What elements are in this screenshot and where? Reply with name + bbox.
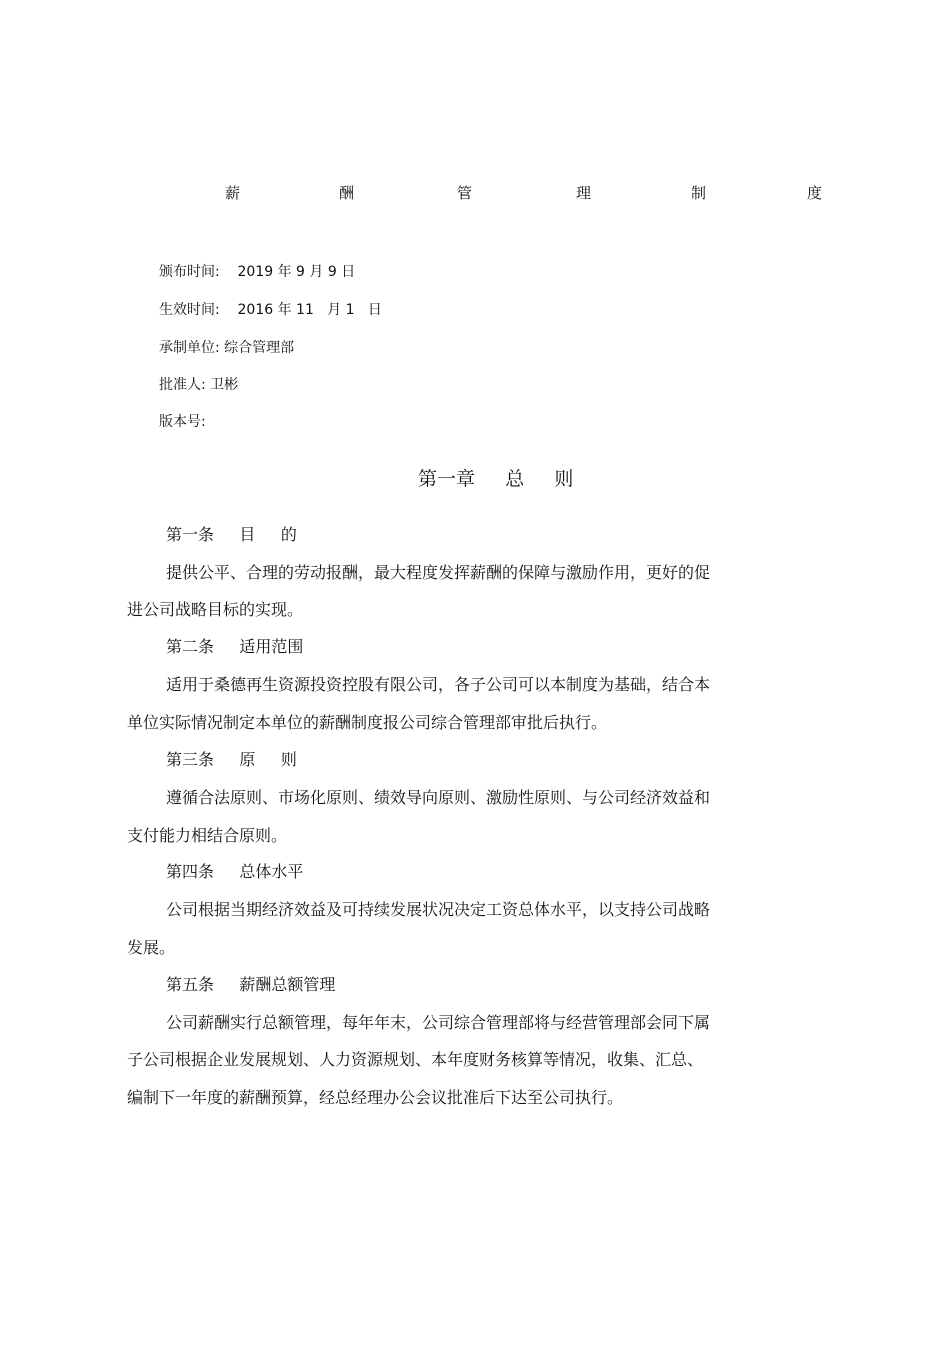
title-char: 薪 <box>225 184 241 202</box>
paragraph-line: 提供公平、合理的劳动报酬，最大程度发挥薪酬的保障与激励作用，更好的促 <box>166 563 711 582</box>
article-heading: 第五条 薪酬总额管理 <box>166 975 336 994</box>
paragraph-line: 单位实际情况制定本单位的薪酬制度报公司综合管理部审批后执行。 <box>127 713 608 732</box>
paragraph-line: 适用于桑德再生资源投资控股有限公司，各子公司可以本制度为基础，结合本 <box>166 675 711 694</box>
approver: 批准人: 卫彬 <box>159 377 239 393</box>
title-char: 度 <box>807 184 823 202</box>
article-heading: 第一条 目 的 <box>166 525 297 544</box>
title-char: 酬 <box>339 184 355 202</box>
paragraph-line: 公司薪酬实行总额管理，每年年末，公司综合管理部将与经营管理部会同下属 <box>166 1013 711 1032</box>
paragraph-line: 发展。 <box>127 938 176 957</box>
paragraph-line: 子公司根据企业发展规划、人力资源规划、本年度财务核算等情况，收集、汇总、 <box>127 1050 704 1069</box>
chapter-title: 第一章 总 则 <box>418 468 574 490</box>
effective-date: 生效时间: 2016 年 11 月 1 日 <box>159 302 382 318</box>
title-char: 理 <box>576 184 592 202</box>
article-heading: 第四条 总体水平 <box>166 862 304 881</box>
article-heading: 第二条 适用范围 <box>166 637 304 656</box>
paragraph-line: 遵循合法原则、市场化原则、绩效导向原则、激励性原则、与公司经济效益和 <box>166 788 711 807</box>
article-heading: 第三条 原 则 <box>166 750 297 769</box>
paragraph-line: 公司根据当期经济效益及可持续发展状况决定工资总体水平，以支持公司战略 <box>166 900 711 919</box>
paragraph-line: 编制下一年度的薪酬预算，经总经理办公会议批准后下达至公司执行。 <box>127 1088 624 1107</box>
version-number: 版本号: <box>159 414 206 430</box>
title-char: 制 <box>691 184 707 202</box>
title-char: 管 <box>457 184 473 202</box>
paragraph-line: 进公司战略目标的实现。 <box>127 600 304 619</box>
issuing-department: 承制单位: 综合管理部 <box>159 340 295 356</box>
paragraph-line: 支付能力相结合原则。 <box>127 826 288 845</box>
publish-date: 颁布时间: 2019 年 9 月 9 日 <box>159 264 356 280</box>
